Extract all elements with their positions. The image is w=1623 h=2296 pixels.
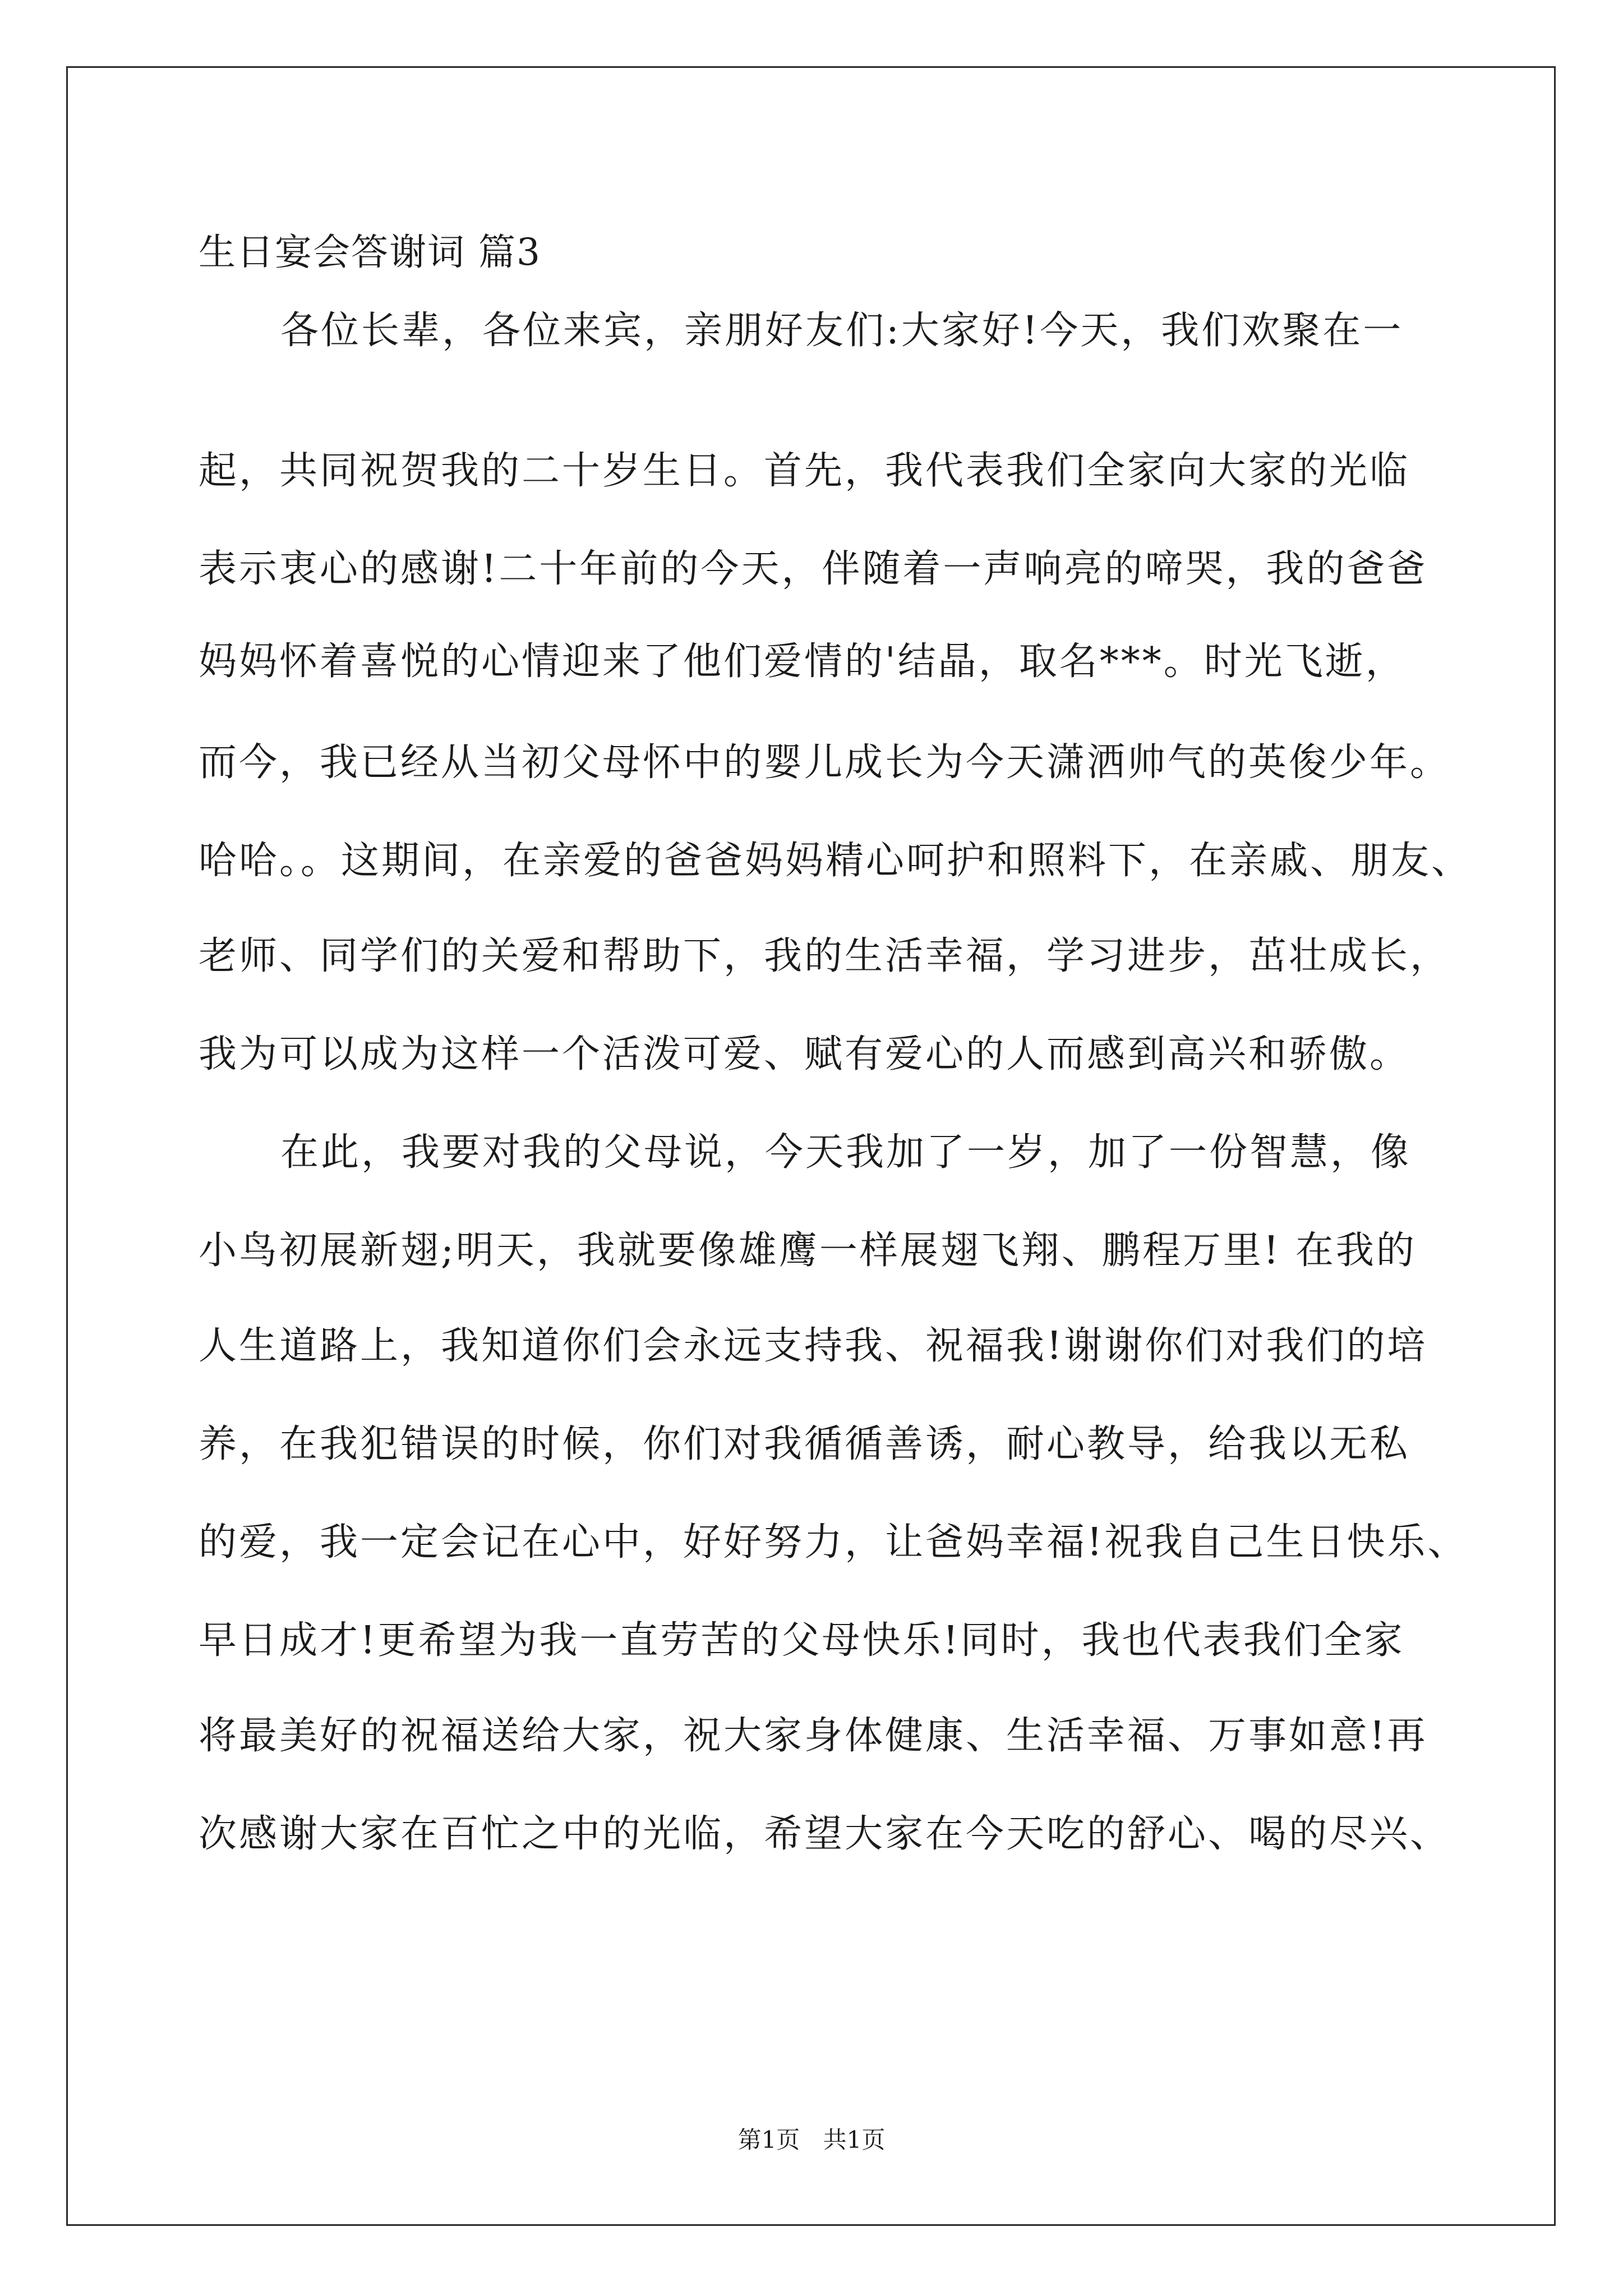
paragraph-1-line-1: 各位长辈，各位来宾，亲朋好友们:大家好!今天，我们欢聚在一 (280, 309, 1404, 353)
page-number-total: 共1页 (823, 2126, 886, 2154)
paragraph-1-line-4: 妈妈怀着喜悦的心情迎来了他们爱情的'结晶，取名***。时光飞逝， (199, 639, 1406, 684)
paragraph-2-line-6: 早日成才!更希望为我一直劳苦的父母快乐!同时，我也代表我们全家 (199, 1618, 1405, 1663)
paragraph-2-line-5: 的爱，我一定会记在心中，好好努力，让爸妈幸福!祝我自己生日快乐、 (199, 1520, 1468, 1565)
paragraph-1-line-3: 表示衷心的感谢!二十年前的今天，伴随着一声响亮的啼哭，我的爸爸 (199, 547, 1428, 591)
paragraph-2-line-7: 将最美好的祝福送给大家，祝大家身体健康、生活幸福、万事如意!再 (199, 1714, 1428, 1758)
paragraph-1-line-7: 老师、同学们的关爱和帮助下，我的生活幸福，学习进步，茁壮成长， (199, 934, 1451, 978)
document-title: 生日宴会答谢词 篇3 (199, 231, 541, 274)
page-number-current: 第1页 (737, 2126, 800, 2154)
paragraph-1-line-8: 我为可以成为这样一个活泼可爱、赋有爱心的人而感到高兴和骄傲。 (199, 1032, 1410, 1076)
paragraph-1-line-2: 起，共同祝贺我的二十岁生日。首先，我代表我们全家向大家的光临 (199, 449, 1410, 493)
paragraph-1-line-5: 而今，我已经从当初父母怀中的婴儿成长为今天潇洒帅气的英俊少年。 (199, 740, 1451, 785)
paragraph-2-line-3: 人生道路上，我知道你们会永远支持我、祝福我!谢谢你们对我们的培 (199, 1324, 1428, 1368)
page-footer (0, 2123, 1623, 2157)
paragraph-2-line-8: 次感谢大家在百忙之中的光临，希望大家在今天吃的舒心、喝的尽兴、 (199, 1812, 1451, 1856)
paragraph-1-line-6: 哈哈。。这期间，在亲爱的爸爸妈妈精心呵护和照料下，在亲戚、朋友、 (199, 839, 1472, 883)
paragraph-2-line-4: 养，在我犯错误的时候，你们对我循循善诱，耐心教导，给我以无私 (199, 1422, 1410, 1466)
paragraph-2-line-1: 在此，我要对我的父母说，今天我加了一岁，加了一份智慧，像 (280, 1130, 1412, 1175)
paragraph-2-line-2: 小鸟初展新翅;明天，我就要像雄鹰一样展翅飞翔、鹏程万里! 在我的 (199, 1228, 1417, 1273)
